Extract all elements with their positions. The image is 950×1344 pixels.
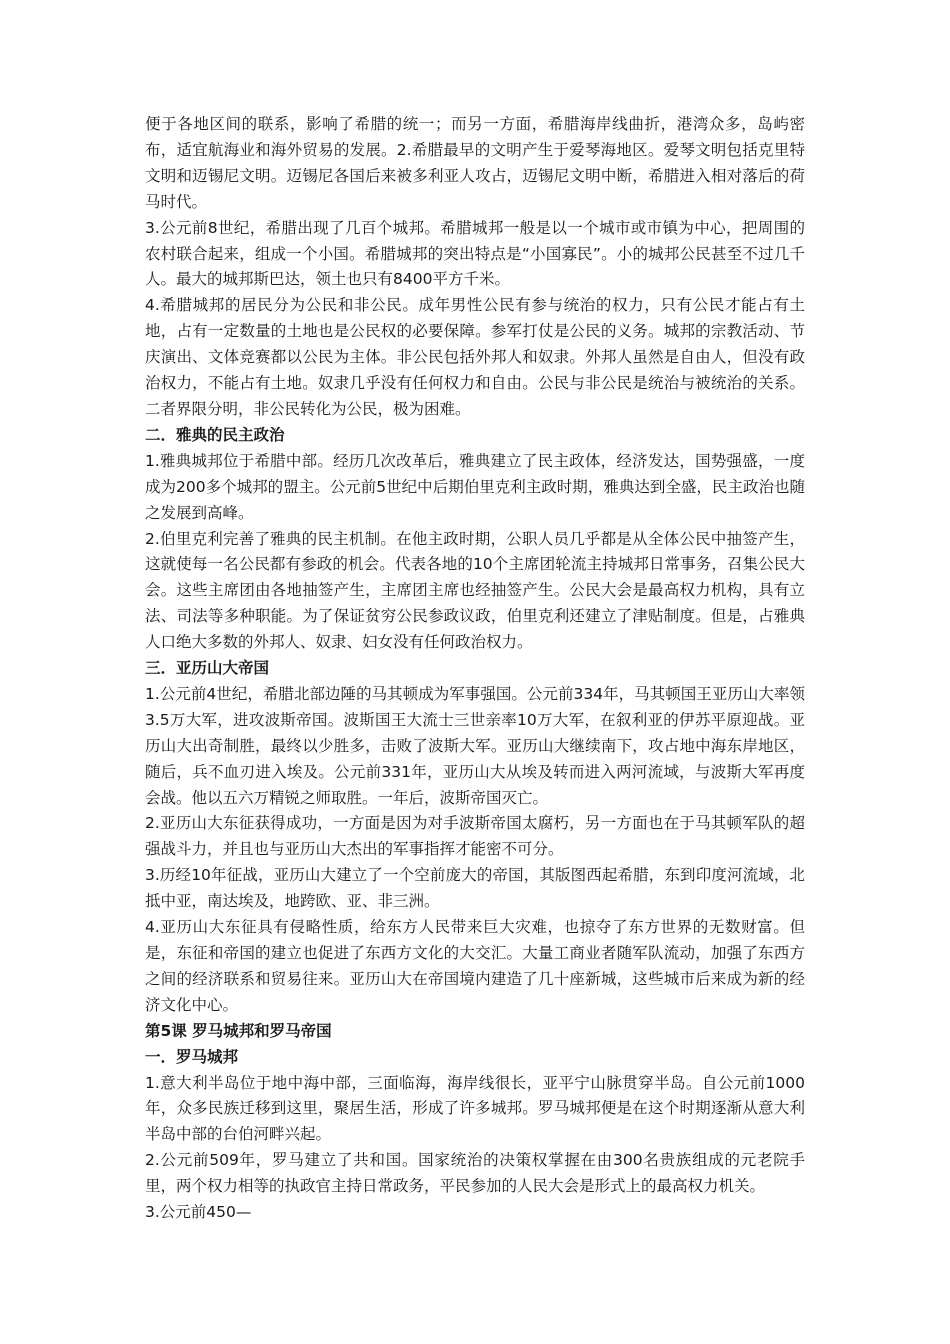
para-alexander-4: 4.亚历山大东征具有侵略性质，给东方人民带来巨大灾难，也掠夺了东方世界的无数财富。但是，东征和帝国的建立也促进了东西方文化的大交汇。大量工商业者随军队流动，加强了东西方之间的经济联系和贸易往来。亚历山大在帝国境内建造了几十座新城，这些城市后来成为新的经济文化中心。 xyxy=(145,918,805,1014)
para-geography-continued: 便于各地区间的联系，影响了希腊的统一；而另一方面，希腊海岸线曲折，港湾众多，岛屿密布，适宜航海业和海外贸易的发展。2.希腊最早的文明产生于爱琴海地区。爱琴文明包括克里特文明和迈锡尼文明。迈锡尼各国后来被多利亚人攻占，迈锡尼文明中断，希腊进入相对落后的荷马时代。 xyxy=(145,115,805,211)
section-heading-roman-city-state: 一．罗马城邦 xyxy=(145,1047,239,1066)
section-heading-athens: 二．雅典的民主政治 xyxy=(145,425,285,444)
para-city-states: 3.公元前8世纪，希腊出现了几百个城邦。希腊城邦一般是以一个城市或市镇为中心，把周围的农村联合起来，组成一个小国。希腊城邦的突出特点是“小国寡民”。小的城邦公民甚至不过几千人。最大的城邦斯巴达，领土也只有8400平方千米。 xyxy=(145,218,805,289)
section-heading-alexander: 三．亚历山大帝国 xyxy=(145,659,270,678)
para-rome-2: 2.公元前509年，罗马建立了共和国。国家统治的决策权掌握在由300名贵族组成的元老院手里，两个权力相等的执政官主持日常政务，平民参加的人民大会是形式上的最高权力机关。 xyxy=(145,1151,805,1196)
para-alexander-1: 1.公元前4世纪，希腊北部边陲的马其顿成为军事强国。公元前334年，马其顿国王亚历山大率领3.5万大军，进攻波斯帝国。波斯国王大流士三世亲率10万大军，在叙利亚的伊苏平原迎战。亚历山大出奇制胜，最终以少胜多，击败了波斯大军。亚历山大继续南下，攻占地中海东岸地区，随后，兵不血刃进入埃及。公元前331年，亚历山大从埃及转而进入两河流域，与波斯大军再度会战。他以五六万精锐之师取胜。一年后，波斯帝国灭亡。 xyxy=(145,684,805,807)
para-athens-1: 1.雅典城邦位于希腊中部。经历几次改革后，雅典建立了民主政体，经济发达，国势强盛，一度成为200多个城邦的盟主。公元前5世纪中后期伯里克利主政时期，雅典达到全盛，民主政治也随之发展到高峰。 xyxy=(145,451,805,522)
para-rome-1: 1.意大利半岛位于地中海中部，三面临海，海岸线很长，亚平宁山脉贯穿半岛。自公元前1000年，众多民族迁移到这里，聚居生活，形成了许多城邦。罗马城邦便是在这个时期逐渐从意大利半岛中部的台伯河畔兴起。 xyxy=(145,1073,805,1144)
para-alexander-3: 3.历经10年征战，亚历山大建立了一个空前庞大的帝国，其版图西起希腊，东到印度河流域，北抵中亚，南达埃及，地跨欧、亚、非三洲。 xyxy=(145,866,805,911)
document-page xyxy=(145,112,805,1226)
para-citizens: 4.希腊城邦的居民分为公民和非公民。成年男性公民有参与统治的权力，只有公民才能占有土地，占有一定数量的土地也是公民权的必要保障。参军打仗是公民的义务。城邦的宗教活动、节庆演出、文体竞赛都以公民为主体。非公民包括外邦人和奴隶。外邦人虽然是自由人，但没有政治权力，不能占有土地。奴隶几乎没有任何权力和自由。公民与非公民是统治与被统治的关系。二者界限分明，非公民转化为公民，极为困难。 xyxy=(145,296,805,418)
para-alexander-2: 2.亚历山大东征获得成功，一方面是因为对手波斯帝国太腐朽，另一方面也在于马其顿军队的超强战斗力，并且也与亚历山大杰出的军事指挥才能密不可分。 xyxy=(145,814,805,859)
para-rome-3: 3.公元前450— xyxy=(145,1203,252,1222)
lesson-heading-rome: 第5课 罗马城邦和罗马帝国 xyxy=(145,1021,332,1040)
para-athens-2: 2.伯里克利完善了雅典的民主机制。在他主政时期，公职人员几乎都是从全体公民中抽签产生，这就使每一名公民都有参政的机会。代表各地的10个主席团轮流主持城邦日常事务，召集公民大会。这些主席团由各地抽签产生，主席团主席也经抽签产生。公民大会是最高权力机构，具有立法、司法等多种职能。为了保证贫穷公民参政议政，伯里克利还建立了津贴制度。但是，占雅典人口绝大多数的外邦人、奴隶、妇女没有任何政治权力。 xyxy=(145,529,805,652)
